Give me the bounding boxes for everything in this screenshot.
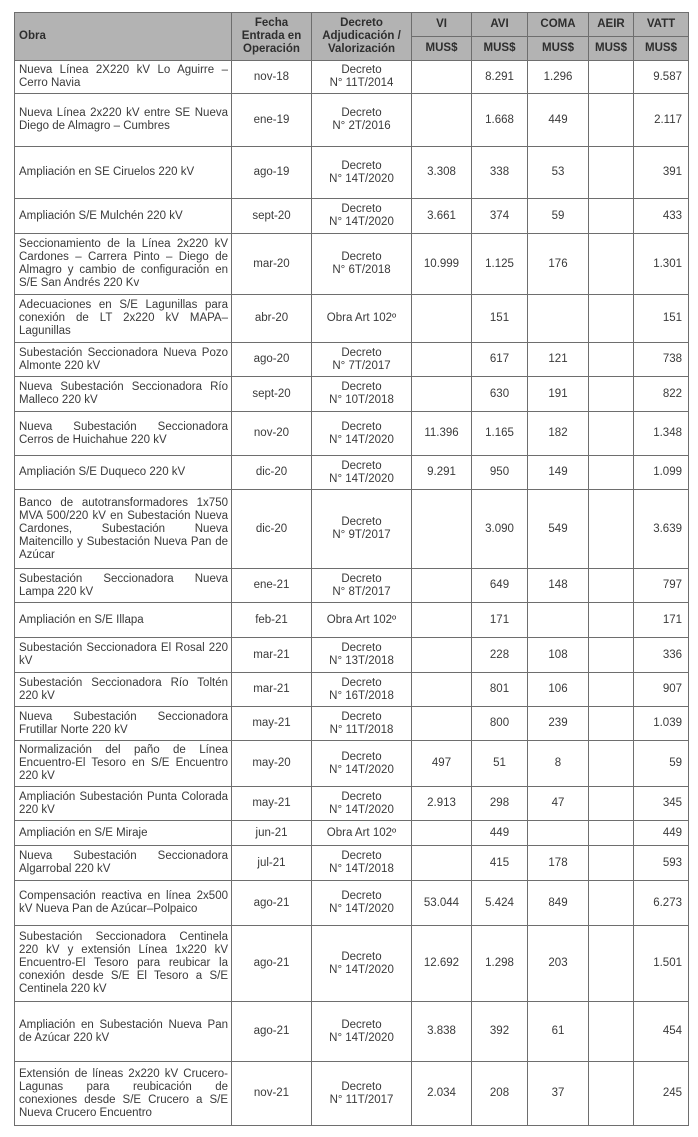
cell-avi: 950 [472,456,528,490]
cell-fecha: mar-21 [232,673,312,707]
cell-avi: 374 [472,199,528,234]
cell-decreto [312,147,412,199]
cell-avi: 298 [472,787,528,821]
cell-avi: 1.298 [472,926,528,1002]
cell-coma: 149 [528,456,589,490]
cell-fecha: nov-21 [232,1062,312,1126]
cell-obra: Nueva Línea 2X220 kV Lo Aguirre – Cerro Navia [15,61,232,94]
cell-obra: Adecuaciones en S/E Lagunillas para conexión de LT 2x220 kV MAPA–Lagunillas [15,295,232,343]
table-row [15,456,689,490]
cell-coma: 182 [528,412,589,456]
cell-decreto [312,881,412,926]
cell-vi: 2.913 [412,787,472,821]
cell-aeir [589,707,634,741]
cell-vi [412,377,472,412]
decreto-line-1: Decreto [341,790,382,803]
cell-obra: Nueva Subestación Seccionadora Algarrobal 220 kV [15,846,232,881]
cell-fecha: may-20 [232,741,312,787]
cell-decreto [312,787,412,821]
cell-aeir [589,377,634,412]
cell-vi: 10.999 [412,234,472,295]
decreto-line-1: Decreto [341,676,382,689]
cell-avi: 1.125 [472,234,528,295]
cell-avi: 338 [472,147,528,199]
decreto-line-2: N° 11T/2017 [329,1093,394,1106]
header-avi: AVI [472,13,528,37]
table-body [15,61,689,1126]
cell-fecha: sept-20 [232,377,312,412]
cell-obra: Subestación Seccionadora Río Toltén 220 kV [15,673,232,707]
decreto-line-2: N° 14T/2020 [329,216,394,228]
cell-aeir [589,1062,634,1126]
cell-vatt: 449 [634,821,689,846]
cell-aeir [589,821,634,846]
cell-aeir [589,926,634,1002]
table-row [15,412,689,456]
decreto-line-1: Decreto [341,516,382,528]
obras-table [14,12,689,1126]
table-row [15,199,689,234]
cell-coma: 849 [528,881,589,926]
cell-vatt: 454 [634,1002,689,1062]
cell-decreto [312,926,412,1002]
cell-aeir [589,94,634,147]
cell-vi: 9.291 [412,456,472,490]
cell-avi: 3.090 [472,490,528,569]
cell-avi: 208 [472,1062,528,1126]
cell-aeir [589,234,634,295]
cell-decreto [312,199,412,234]
decreto-line-1: Decreto [341,1080,382,1093]
table-row [15,673,689,707]
cell-vi: 3.308 [412,147,472,199]
decreto-line-2: N° 16T/2018 [329,689,394,702]
cell-coma: 106 [528,673,589,707]
cell-vi: 12.692 [412,926,472,1002]
cell-coma: 549 [528,490,589,569]
cell-fecha: abr-20 [232,295,312,343]
decreto-line-2: N° 11T/2014 [329,77,394,89]
cell-vatt: 822 [634,377,689,412]
decreto-line-1: Obra Art 102º [326,613,397,626]
decreto-line-1: Decreto [341,381,382,393]
cell-vatt: 391 [634,147,689,199]
table-row [15,94,689,147]
cell-vatt: 171 [634,603,689,638]
table-row [15,490,689,569]
cell-aeir [589,603,634,638]
table-row [15,343,689,377]
cell-coma: 191 [528,377,589,412]
cell-fecha: nov-18 [232,61,312,94]
cell-coma: 53 [528,147,589,199]
cell-vatt: 1.301 [634,234,689,295]
decreto-line-2: N° 6T/2018 [332,264,391,276]
decreto-line-1: Decreto [341,420,382,433]
cell-vi [412,673,472,707]
cell-vi [412,61,472,94]
cell-avi: 649 [472,569,528,603]
cell-aeir [589,490,634,569]
cell-decreto [312,603,412,638]
decreto-line-2: N° 9T/2017 [332,529,391,541]
decreto-line-2: N° 7T/2017 [332,359,391,372]
cell-avi: 8.291 [472,61,528,94]
cell-vi [412,94,472,147]
cell-decreto [312,377,412,412]
cell-vatt: 1.099 [634,456,689,490]
decreto-line-2: N° 14T/2020 [329,472,394,485]
cell-obra: Normalización del paño de Línea Encuentro-El Tesoro en S/E Encuentro 220 kV [15,741,232,787]
cell-obra: Ampliación en S/E Illapa [15,603,232,638]
cell-decreto [312,707,412,741]
cell-aeir [589,881,634,926]
cell-obra: Subestación Seccionadora Nueva Pozo Almonte 220 kV [15,343,232,377]
header-fecha: Fecha Entrada en Operación [232,13,312,61]
cell-avi: 392 [472,1002,528,1062]
table-row [15,1062,689,1126]
cell-obra: Ampliación S/E Mulchén 220 kV [15,199,232,234]
cell-fecha: dic-20 [232,456,312,490]
cell-fecha: jun-21 [232,821,312,846]
unit-coma: MUS$ [528,37,589,61]
cell-fecha: jul-21 [232,846,312,881]
cell-vatt: 593 [634,846,689,881]
cell-vi: 3.838 [412,1002,472,1062]
cell-obra: Extensión de líneas 2x220 kV Crucero-Lagunas para reubicación de conexiones desde S/E Crucero a S/E Nueva Crucero Encuentro [15,1062,232,1126]
cell-coma: 239 [528,707,589,741]
cell-vi: 11.396 [412,412,472,456]
cell-vatt: 1.348 [634,412,689,456]
cell-coma: 37 [528,1062,589,1126]
cell-fecha: may-21 [232,787,312,821]
cell-fecha: ene-21 [232,569,312,603]
cell-fecha: ago-21 [232,926,312,1002]
cell-vi [412,295,472,343]
decreto-line-2: N° 11T/2018 [329,723,394,736]
cell-obra: Ampliación en Subestación Nueva Pan de Azúcar 220 kV [15,1002,232,1062]
cell-fecha: feb-21 [232,603,312,638]
cell-vatt: 3.639 [634,490,689,569]
decreto-line-1: Decreto [341,459,382,472]
header-obra: Obra [15,13,232,61]
cell-decreto [312,490,412,569]
cell-aeir [589,199,634,234]
table-row [15,569,689,603]
cell-decreto [312,569,412,603]
table-row [15,147,689,199]
decreto-line-2: N° 14T/2020 [329,963,394,976]
cell-fecha: ago-19 [232,147,312,199]
table-row [15,638,689,673]
cell-vi: 497 [412,741,472,787]
cell-obra: Ampliación en SE Ciruelos 220 kV [15,147,232,199]
unit-avi: MUS$ [472,37,528,61]
decreto-line-2: N° 10T/2018 [329,394,394,406]
cell-decreto [312,412,412,456]
table-row [15,707,689,741]
cell-aeir [589,638,634,673]
cell-fecha: ago-21 [232,1002,312,1062]
cell-obra: Ampliación en S/E Miraje [15,821,232,846]
cell-decreto [312,456,412,490]
table-row [15,295,689,343]
decreto-line-1: Decreto [341,572,382,585]
decreto-line-1: Decreto [341,251,382,263]
cell-vi [412,846,472,881]
cell-fecha: mar-21 [232,638,312,673]
cell-fecha: dic-20 [232,490,312,569]
cell-obra: Nueva Subestación Seccionadora Río Malleco 220 kV [15,377,232,412]
cell-obra: Ampliación Subestación Punta Colorada 220 kV [15,787,232,821]
decreto-line-2: N° 14T/2020 [329,903,394,915]
decreto-line-2: N° 14T/2020 [329,803,394,816]
cell-avi: 171 [472,603,528,638]
cell-coma: 203 [528,926,589,1002]
cell-coma [528,821,589,846]
decreto-line-1: Decreto [341,750,382,763]
cell-decreto [312,343,412,377]
cell-fecha: ago-20 [232,343,312,377]
decreto-line-1: Decreto [341,850,382,862]
table-row [15,881,689,926]
cell-decreto [312,638,412,673]
table-row [15,234,689,295]
decreto-line-1: Decreto [341,203,382,215]
header-decreto: Decreto Adjudicación / Valorización [312,13,412,61]
cell-coma [528,295,589,343]
cell-fecha: ago-21 [232,881,312,926]
cell-aeir [589,846,634,881]
cell-aeir [589,569,634,603]
cell-vatt: 738 [634,343,689,377]
cell-fecha: sept-20 [232,199,312,234]
table-row [15,846,689,881]
decreto-line-1: Decreto [341,890,382,902]
cell-vatt: 1.039 [634,707,689,741]
cell-vatt: 151 [634,295,689,343]
cell-aeir [589,741,634,787]
cell-decreto [312,741,412,787]
cell-coma: 47 [528,787,589,821]
cell-avi: 449 [472,821,528,846]
cell-decreto [312,234,412,295]
cell-coma: 59 [528,199,589,234]
decreto-line-1: Decreto [341,1018,382,1031]
cell-vi: 3.661 [412,199,472,234]
cell-avi: 1.668 [472,94,528,147]
cell-vi: 2.034 [412,1062,472,1126]
decreto-line-1: Decreto [341,107,382,119]
table-row [15,926,689,1002]
cell-vi [412,603,472,638]
cell-fecha: may-21 [232,707,312,741]
decreto-line-2: N° 14T/2020 [329,172,394,185]
cell-obra: Subestación Seccionadora Centinela 220 kV y extensión Línea 1x220 kV Encuentro-El Tesoro para reubicar la conexión desde S/E El Tesoro a S/E Centinela 220 kV [15,926,232,1002]
cell-obra: Banco de autotransformadores 1x750 MVA 500/220 kV en Subestación Nueva Cardones, Subestación Nueva Maitencillo y Subestación Nueva Pan de Azúcar [15,490,232,569]
cell-avi: 51 [472,741,528,787]
cell-avi: 1.165 [472,412,528,456]
cell-decreto [312,1002,412,1062]
cell-vi [412,569,472,603]
table-row [15,821,689,846]
unit-vi: MUS$ [412,37,472,61]
cell-aeir [589,456,634,490]
unit-aeir: MUS$ [589,37,634,61]
cell-obra: Seccionamiento de la Línea 2x220 kV Cardones – Carrera Pinto – Diego de Almagro y cambio de configuración en S/E San Andrés 220 Kv [15,234,232,295]
cell-avi: 5.424 [472,881,528,926]
decreto-line-1: Decreto [341,159,382,172]
decreto-line-2: N° 14T/2020 [329,433,394,446]
decreto-line-1: Decreto [341,710,382,723]
cell-vatt: 59 [634,741,689,787]
decreto-line-2: N° 14T/2020 [329,1031,394,1044]
cell-coma: 108 [528,638,589,673]
cell-aeir [589,787,634,821]
cell-avi: 801 [472,673,528,707]
cell-vatt: 2.117 [634,94,689,147]
table-row [15,741,689,787]
cell-vatt: 907 [634,673,689,707]
decreto-line-1: Obra Art 102º [326,312,397,324]
decreto-line-2: N° 2T/2016 [332,120,391,132]
cell-decreto [312,673,412,707]
cell-coma: 178 [528,846,589,881]
cell-coma: 8 [528,741,589,787]
cell-aeir [589,147,634,199]
cell-obra: Subestación Seccionadora El Rosal 220 kV [15,638,232,673]
cell-avi: 630 [472,377,528,412]
cell-coma: 121 [528,343,589,377]
table-row [15,603,689,638]
cell-obra: Nueva Subestación Seccionadora Cerros de Huichahue 220 kV [15,412,232,456]
cell-vatt: 1.501 [634,926,689,1002]
cell-vi [412,707,472,741]
cell-vatt: 245 [634,1062,689,1126]
cell-vi: 53.044 [412,881,472,926]
cell-fecha: mar-20 [232,234,312,295]
cell-vatt: 433 [634,199,689,234]
cell-aeir [589,412,634,456]
header-aeir: AEIR [589,13,634,37]
cell-fecha: ene-19 [232,94,312,147]
cell-vi [412,821,472,846]
cell-decreto [312,295,412,343]
cell-decreto [312,61,412,94]
decreto-line-2: N° 13T/2018 [329,655,394,667]
unit-vatt: MUS$ [634,37,689,61]
header-vatt: VATT [634,13,689,37]
decreto-line-2: N° 14T/2018 [329,863,394,875]
cell-obra: Compensación reactiva en línea 2x500 kV Nueva Pan de Azúcar–Polpaico [15,881,232,926]
decreto-line-1: Decreto [341,64,382,76]
header-vi: VI [412,13,472,37]
cell-coma: 1.296 [528,61,589,94]
decreto-line-2: N° 8T/2017 [332,585,391,598]
cell-avi: 617 [472,343,528,377]
cell-aeir [589,673,634,707]
cell-avi: 415 [472,846,528,881]
decreto-line-1: Decreto [341,346,382,359]
cell-obra: Ampliación S/E Duqueco 220 kV [15,456,232,490]
cell-coma: 176 [528,234,589,295]
decreto-line-1: Obra Art 102º [326,826,397,839]
cell-coma: 148 [528,569,589,603]
cell-vatt: 6.273 [634,881,689,926]
cell-avi: 228 [472,638,528,673]
cell-decreto [312,846,412,881]
cell-aeir [589,1002,634,1062]
cell-obra: Subestación Seccionadora Nueva Lampa 220 kV [15,569,232,603]
decreto-line-1: Decreto [341,950,382,963]
cell-aeir [589,343,634,377]
header-coma: COMA [528,13,589,37]
cell-obra: Nueva Subestación Seccionadora Frutillar Norte 220 kV [15,707,232,741]
cell-fecha: nov-20 [232,412,312,456]
table-row [15,787,689,821]
decreto-line-2: N° 14T/2020 [329,763,394,776]
cell-vatt: 9.587 [634,61,689,94]
cell-coma: 449 [528,94,589,147]
cell-vatt: 797 [634,569,689,603]
table-row [15,377,689,412]
cell-aeir [589,61,634,94]
cell-vi [412,638,472,673]
cell-obra: Nueva Línea 2x220 kV entre SE Nueva Diego de Almagro – Cumbres [15,94,232,147]
cell-coma: 61 [528,1002,589,1062]
cell-vi [412,343,472,377]
table-row [15,61,689,94]
cell-vi [412,490,472,569]
cell-aeir [589,295,634,343]
decreto-line-1: Decreto [341,642,382,654]
table-row [15,1002,689,1062]
cell-decreto [312,94,412,147]
cell-decreto [312,1062,412,1126]
cell-vatt: 336 [634,638,689,673]
header-row [15,13,689,37]
cell-avi: 151 [472,295,528,343]
cell-avi: 800 [472,707,528,741]
cell-vatt: 345 [634,787,689,821]
cell-coma [528,603,589,638]
cell-decreto [312,821,412,846]
